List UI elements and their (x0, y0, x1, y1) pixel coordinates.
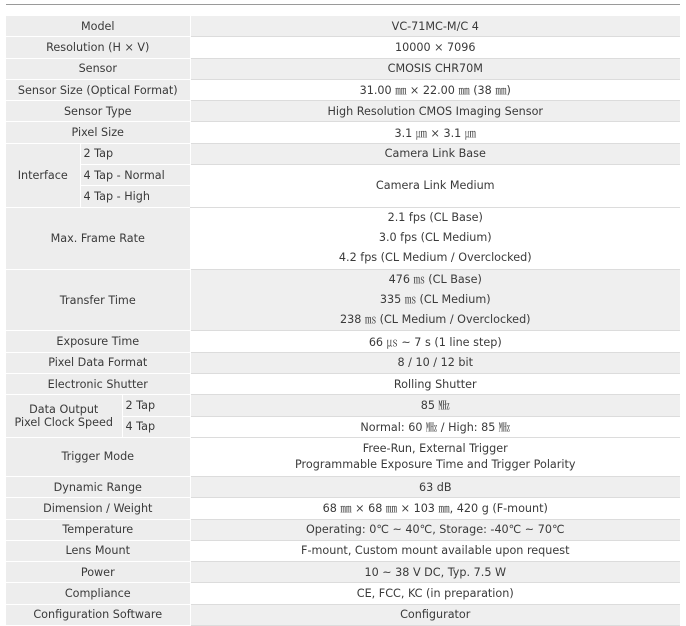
label-dynamic-range: Dynamic Range (6, 476, 190, 497)
row-frame-rate (6, 207, 680, 269)
value-pixel-format: 8 / 10 / 12 bit (190, 352, 680, 373)
frame-rate-line: 4.2 fps (CL Medium / Overclocked) (338, 251, 532, 265)
pixel-clock-label-line2: Pixel Clock Speed (14, 416, 113, 430)
transfer-time-line: 476 ㎳ (CL Base) (388, 272, 482, 286)
label-power: Power (6, 562, 190, 583)
row-power (6, 562, 680, 583)
value-sensor-size: 31.00 ㎜ × 22.00 ㎜ (38 ㎜) (190, 79, 680, 100)
value-sensor: CMOSIS CHR70M (190, 58, 680, 79)
top-rule (6, 4, 680, 5)
transfer-time-line: 238 ㎳ (CL Medium / Overclocked) (339, 313, 531, 327)
trigger-line: Free-Run, External Trigger (362, 442, 508, 456)
value-interface-4tap: Camera Link Medium (190, 165, 680, 208)
value-software: Configurator (190, 604, 680, 625)
label-lens-mount: Lens Mount (6, 540, 190, 561)
value-dimension: 68 ㎜ × 68 ㎜ × 103 ㎜, 420 g (F-mount) (190, 498, 680, 519)
label-temperature: Temperature (6, 519, 190, 540)
row-exposure-time (6, 331, 680, 352)
row-transfer-time (6, 269, 680, 331)
label-sensor-size: Sensor Size (Optical Format) (6, 79, 190, 100)
row-temperature (6, 519, 680, 540)
row-dynamic-range (6, 476, 680, 497)
row-compliance (6, 583, 680, 604)
row-interface-2tap (6, 143, 680, 164)
label-clock-2tap: 2 Tap (122, 395, 190, 416)
row-interface-4tap-normal (6, 165, 680, 186)
row-sensor (6, 58, 680, 79)
value-resolution: 10000 × 7096 (190, 37, 680, 58)
label-pixel-format: Pixel Data Format (6, 352, 190, 373)
trigger-line: Programmable Exposure Time and Trigger Polarity (295, 457, 576, 471)
value-clock-2tap: 85 ㎒ (190, 395, 680, 416)
label-shutter: Electronic Shutter (6, 374, 190, 395)
label-interface-4tap-high: 4 Tap - High (80, 186, 190, 207)
label-resolution: Resolution (H × V) (6, 37, 190, 58)
spec-table (6, 16, 680, 626)
label-clock-4tap: 4 Tap (122, 416, 190, 437)
label-software: Configuration Software (6, 604, 190, 625)
transfer-time-line: 335 ㎳ (CL Medium) (379, 292, 491, 306)
value-compliance: CE, FCC, KC (in preparation) (190, 583, 680, 604)
label-pixel-size: Pixel Size (6, 122, 190, 143)
row-shutter (6, 374, 680, 395)
label-sensor: Sensor (6, 58, 190, 79)
value-lens-mount: F-mount, Custom mount available upon request (190, 540, 680, 561)
row-clock-2tap (6, 395, 680, 416)
label-sensor-type: Sensor Type (6, 101, 190, 122)
row-software (6, 604, 680, 625)
label-interface-4tap-normal: 4 Tap - Normal (80, 165, 190, 186)
value-sensor-type: High Resolution CMOS Imaging Sensor (190, 101, 680, 122)
row-dimension (6, 498, 680, 519)
value-pixel-size: 3.1 ㎛ × 3.1 ㎛ (190, 122, 680, 143)
value-trigger (190, 437, 680, 476)
label-model: Model (6, 16, 190, 37)
label-exposure-time: Exposure Time (6, 331, 190, 352)
row-sensor-size (6, 79, 680, 100)
value-dynamic-range: 63 dB (190, 476, 680, 497)
value-exposure-time: 66 ㎲ ~ 7 s (1 line step) (190, 331, 680, 352)
row-model (6, 16, 680, 37)
label-interface: Interface (6, 143, 80, 207)
row-sensor-type (6, 101, 680, 122)
label-compliance: Compliance (6, 583, 190, 604)
pixel-clock-label-line1: Data Output (29, 403, 99, 417)
row-pixel-size (6, 122, 680, 143)
frame-rate-line: 3.0 fps (CL Medium) (378, 230, 492, 244)
label-transfer-time: Transfer Time (6, 269, 190, 331)
label-frame-rate: Max. Frame Rate (6, 207, 190, 269)
value-shutter: Rolling Shutter (190, 374, 680, 395)
row-pixel-format (6, 352, 680, 373)
value-interface-2tap: Camera Link Base (190, 143, 680, 164)
value-frame-rate (190, 207, 680, 269)
value-clock-4tap: Normal: 60 ㎒ / High: 85 ㎒ (190, 416, 680, 437)
value-temperature: Operating: 0℃ ~ 40℃, Storage: -40℃ ~ 70℃ (190, 519, 680, 540)
row-trigger (6, 437, 680, 476)
value-model: VC-71MC-M/C 4 (190, 16, 680, 37)
label-dimension: Dimension / Weight (6, 498, 190, 519)
frame-rate-line: 2.1 fps (CL Base) (387, 210, 483, 224)
value-power: 10 ~ 38 V DC, Typ. 7.5 W (190, 562, 680, 583)
label-trigger: Trigger Mode (6, 437, 190, 476)
value-transfer-time (190, 269, 680, 331)
row-resolution (6, 37, 680, 58)
label-interface-2tap: 2 Tap (80, 143, 190, 164)
label-pixel-clock (6, 395, 122, 438)
row-lens-mount (6, 540, 680, 561)
